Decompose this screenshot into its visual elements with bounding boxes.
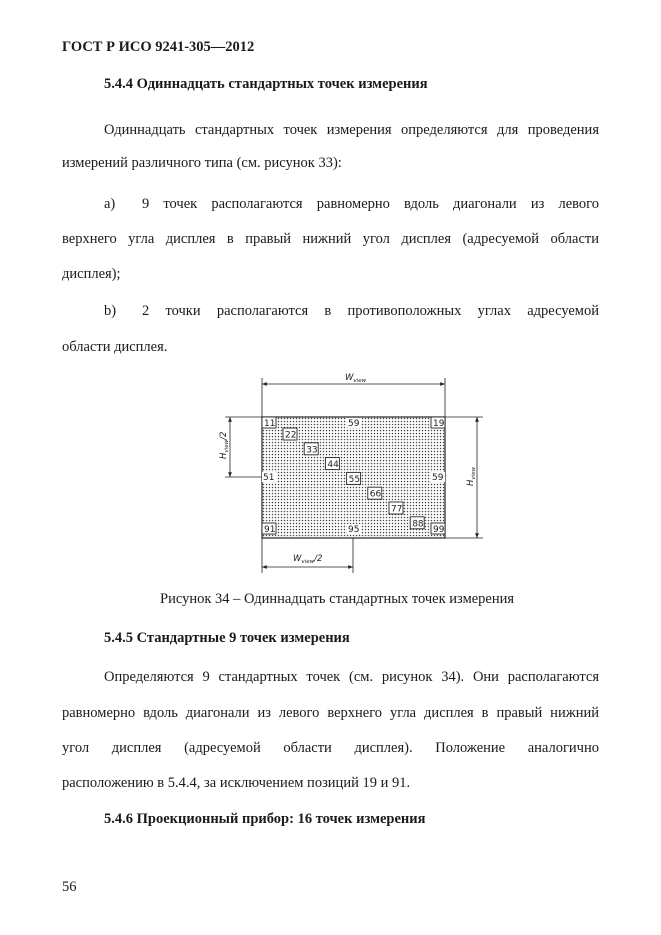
diagonal-point-77: 77 — [391, 504, 403, 515]
paragraph-line: расположению в 5.4.4, за исключением позиций 19 и 91. — [62, 775, 411, 791]
width-dimension-label: $W_{view}$ — [345, 373, 367, 384]
diagonal-point-88: 88 — [412, 519, 424, 530]
list-item-b-line: области дисплея. — [62, 339, 168, 355]
list-marker-b: b) — [104, 303, 117, 319]
paragraph-line: Определяются 9 стандартных точек (см. рисунок 34). Они располагаются — [104, 669, 599, 685]
half-width-dimension-label: $W_{view}/2$ — [293, 554, 323, 565]
diagonal-point-44: 44 — [327, 460, 339, 471]
paragraph-line: равномерно вдоль диагонали из левого верхнего угла дисплея в правый нижний — [62, 705, 599, 721]
section-heading-5-4-4: 5.4.4 Одиннадцать стандартных точек измерения — [104, 76, 428, 92]
list-item-b-line: 2 точки располагаются в противоположных углах адресуемой — [142, 303, 599, 319]
document-header: ГОСТ Р ИСО 9241-305—2012 — [62, 39, 255, 55]
diagonal-point-55: 55 — [348, 474, 361, 485]
paragraph-line: измерений различного типа (см. рисунок 33): — [62, 155, 342, 171]
list-item-a-line: дисплея); — [62, 266, 121, 282]
point-91: 91 — [264, 525, 276, 535]
height-dimension-label: $H_{view}$ — [466, 466, 477, 486]
half-height-dimension-label: $H_{view}/2$ — [219, 431, 230, 459]
list-item-a-line: верхнего угла дисплея в правый нижний угол дисплея (адресуемой области — [62, 231, 599, 247]
paragraph-line: угол дисплея (адресуемой области дисплея). Положение аналогично — [62, 740, 599, 756]
point-top-mid: 59 — [348, 419, 360, 429]
point-11: 11 — [264, 419, 276, 429]
list-item-a-line: 9 точек располагаются равномерно вдоль диагонали из левого — [142, 196, 599, 212]
point-19: 19 — [433, 419, 445, 429]
section-heading-5-4-5: 5.4.5 Стандартные 9 точек измерения — [104, 630, 350, 646]
point-left-mid: 51 — [263, 473, 275, 483]
diagonal-point-66: 66 — [369, 489, 382, 500]
section-heading-5-4-6: 5.4.6 Проекционный прибор: 16 точек измерения — [104, 811, 426, 827]
point-99: 99 — [433, 525, 445, 535]
list-marker-a: a) — [104, 196, 116, 212]
page-number: 56 — [62, 879, 77, 895]
diagonal-point-22: 22 — [285, 430, 297, 441]
point-bottom-mid: 95 — [348, 525, 360, 535]
diagonal-point-33: 33 — [306, 445, 318, 456]
point-right-mid: 59 — [432, 473, 444, 483]
paragraph-line: Одиннадцать стандартных точек измерения определяются для проведения — [104, 122, 599, 138]
figure-caption: Рисунок 34 – Одиннадцать стандартных точек измерения — [160, 591, 515, 607]
figure-34-diagram — [205, 366, 505, 576]
